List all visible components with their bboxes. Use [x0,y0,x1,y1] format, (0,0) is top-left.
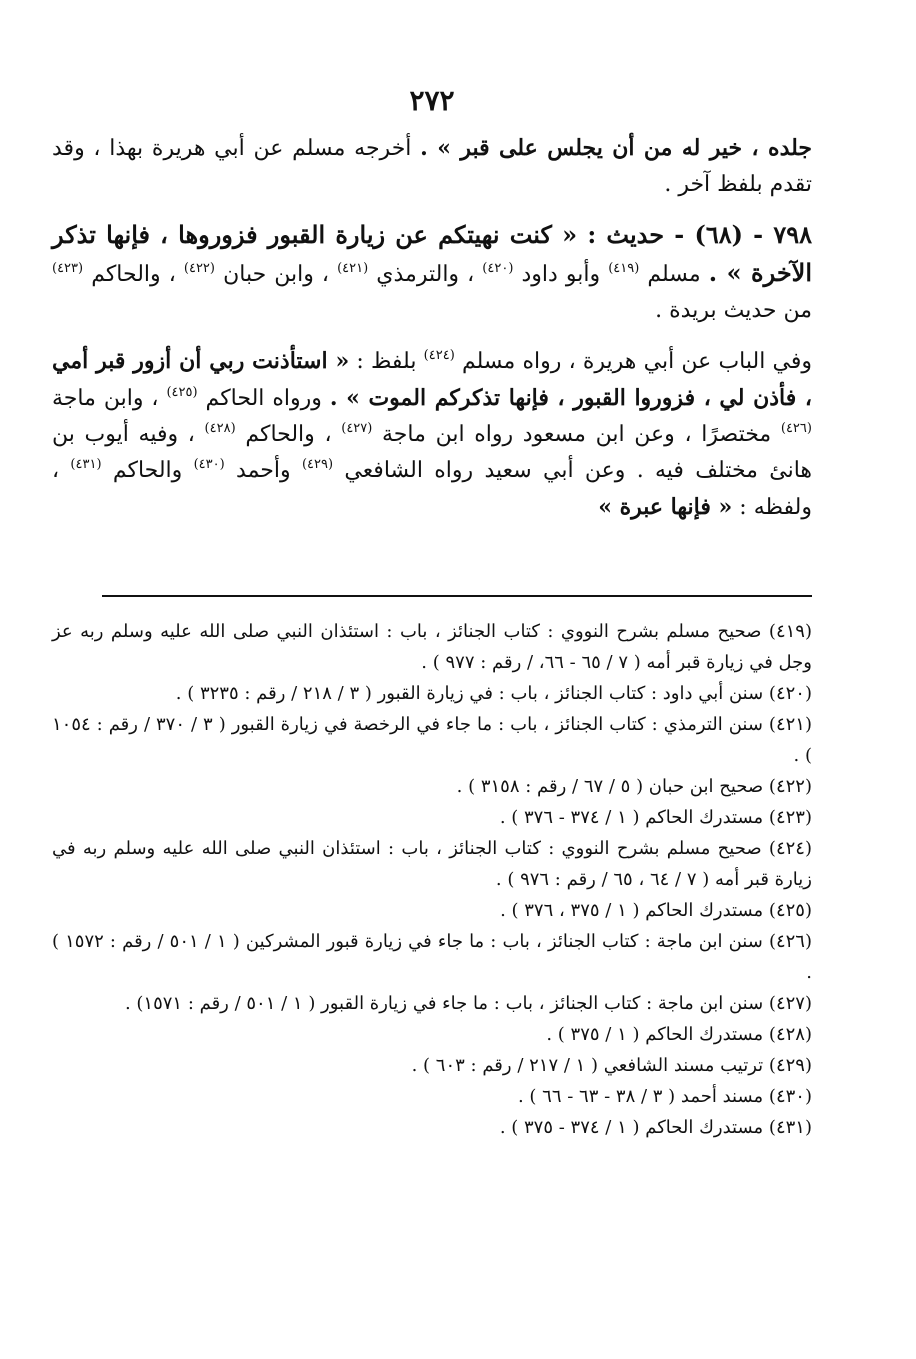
footnote-text: سنن أبي داود : كتاب الجنائز ، باب : في زيارة القبور ( ٣ / ٢١٨ / رقم : ٣٢٣٥ ) . [175,683,764,704]
main-text [52,82,812,540]
footnote-text: صحيح مسلم بشرح النووي : كتاب الجنائز ، باب : استئذان النبي صلى الله عليه وسلم ربه عز وجل في زيارة قبر أمه ( ٧ / ٦٥ - ٦٦، / رقم : ٩٧٧ ) . [52,621,812,673]
footnote-ref: (٤٢٢) [183,261,215,276]
footnote-ref: (٤٢٠) [482,261,514,276]
footnote-ref: (٤٢٦) [780,421,812,436]
footnote-entry [52,1081,812,1112]
footnote-text: مستدرك الحاكم ( ١ / ٣٧٤ - ٣٧٥ ) . [499,1117,764,1138]
footnote-entry [52,1050,812,1081]
footnote-entry [52,1112,812,1143]
paragraph-text: وفي الباب عن أبي هريرة ، رواه مسلم [461,349,812,374]
paragraph-text: ، والترمذي [376,262,483,287]
paragraph-text: بلفظ : [349,349,424,374]
footnote-entry [52,926,812,988]
footnote-number: (٤٢٦) [768,931,813,952]
footnote-entry [52,802,812,833]
footnote-text: مستدرك الحاكم ( ١ / ٣٧٥ ، ٣٧٦ ) . [500,900,764,921]
footnote-ref: (٤٣٠) [193,457,225,472]
footnote-number: (٤١٩) [768,621,812,642]
footnote-entry [52,678,812,709]
footnote-number: (٤٢٤) [768,838,812,859]
footnote-number: (٤٢٥) [768,900,812,921]
bab-paragraph [52,343,812,526]
footnote-text: مستدرك الحاكم ( ١ / ٣٧٥ ) . [546,1024,764,1045]
hadith-heading: ٧٩٨ - (٦٨) - حديث : « كنت نهيتكم عن زيارة القبور فزوروها ، فإنها تذكر الآخرة » . [52,220,813,287]
footnote-ref: (٤٢١) [337,261,369,276]
paragraph-text: ، والحاكم [91,262,184,287]
footnote-entry [52,988,812,1019]
paragraph-text: ورواه الحاكم [205,386,330,411]
footnote-ref: (٤١٩) [608,261,640,276]
footnote-text: سنن الترمذي : كتاب الجنائز ، باب : ما جاء في الرخصة في زيارة القبور ( ٣ / ٣٧٠ / رقم : ١٠٥٤ ) . [52,714,812,766]
hadith-text-bold: جلده ، خير له من أن يجلس على قبر » . [420,135,812,161]
footnote-number: (٤٢٢) [768,776,812,797]
paragraph-text: ، والحاكم [245,422,342,447]
footnote-ref: (٤٢٤) [423,348,455,363]
footnote-entry [52,709,812,771]
footnote-text: مسند أحمد ( ٣ / ٣٨ - ٦٣ - ٦٦ ) . [517,1086,764,1107]
footnote-number: (٤٢٩) [768,1055,812,1076]
hadith-798-paragraph [52,217,812,329]
footnote-number: (٤٢٠) [768,683,812,704]
footnote-ref: (٤٢٩) [301,457,334,472]
footnote-text: سنن ابن ماجة : كتاب الجنائز ، باب : ما جاء في زيارة القبور ( ١ / ٥٠١ / رقم : ١٥٧١) . [124,993,764,1014]
footnote-text: ترتيب مسند الشافعي ( ١ / ٢١٧ / رقم : ٦٠٣ ) . [411,1055,764,1076]
footnotes-section [52,616,812,1143]
footnote-number: (٤٢٨) [768,1024,812,1045]
footnote-text: صحيح ابن حبان ( ٥ / ٦٧ / رقم : ٣١٥٨ ) . [456,776,764,797]
paragraph-text: مسلم [647,262,709,287]
paragraph-text: وأبو داود [521,262,609,287]
footnote-entry [52,895,812,926]
footnote-ref: (٤٢٨) [204,421,236,436]
footnote-text: مستدرك الحاكم ( ١ / ٣٧٤ - ٣٧٦ ) . [499,807,764,828]
footnote-divider [102,595,812,597]
paragraph-text: ، وفيه أيوب بن هانئ مختلف فيه . وعن أبي سعيد رواه الشافعي [52,422,812,483]
footnote-ref: (٤٣١) [70,457,102,472]
footnote-entry [52,833,812,895]
paragraph-text: وأحمد [236,458,302,483]
hadith-text-bold: « فإنها عبرة » [598,494,733,520]
footnote-entry [52,771,812,802]
paragraph-continuation [52,130,812,203]
page-number: ٢٧٢ [409,84,455,117]
paragraph-text: والحاكم [112,458,194,483]
paragraph-text: مختصرًا ، وعن ابن مسعود رواه ابن ماجة [382,422,781,447]
paragraph-text: ، وابن ماجة [52,386,167,411]
footnote-number: (٤٢١) [768,714,812,735]
footnote-number: (٤٢٣) [768,807,812,828]
footnote-text: سنن ابن ماجة : كتاب الجنائز ، باب : ما جاء في زيارة قبور المشركين ( ١ / ٥٠١ / رقم : ١٥٧٢ ) . [52,931,812,983]
paragraph-text: ، ولفظه : [52,458,812,520]
footnote-ref: (٤٢٥) [166,385,198,400]
hadith-text-bold: « استأذنت ربي أن أزور قبر أمي ، فأذن لي ، فزوروا القبور ، فإنها تذكركم الموت » . [52,348,812,411]
footnote-entry [52,616,812,678]
footnote-number: (٤٣٠) [768,1086,812,1107]
paragraph-text: ، وابن حبان [223,262,338,287]
footnote-ref: (٤٢٣) [52,261,84,276]
footnote-number: (٤٣١) [768,1117,812,1138]
paragraph-text: من حديث بريدة . [655,298,812,323]
footnote-number: (٤٢٧) [768,993,812,1014]
footnote-text: صحيح مسلم بشرح النووي : كتاب الجنائز ، باب : استئذان النبي صلى الله عليه وسلم ربه في زيارة قبر أمه ( ٧ / ٦٤ ، ٦٥ / رقم : ٩٧٦ ) . [52,838,812,890]
footnote-ref: (٤٢٧) [341,421,373,436]
paragraph-text: أخرجه مسلم عن أبي هريرة بهذا ، وقد تقدم بلفظ آخر . [52,136,812,197]
footnote-entry [52,1019,812,1050]
